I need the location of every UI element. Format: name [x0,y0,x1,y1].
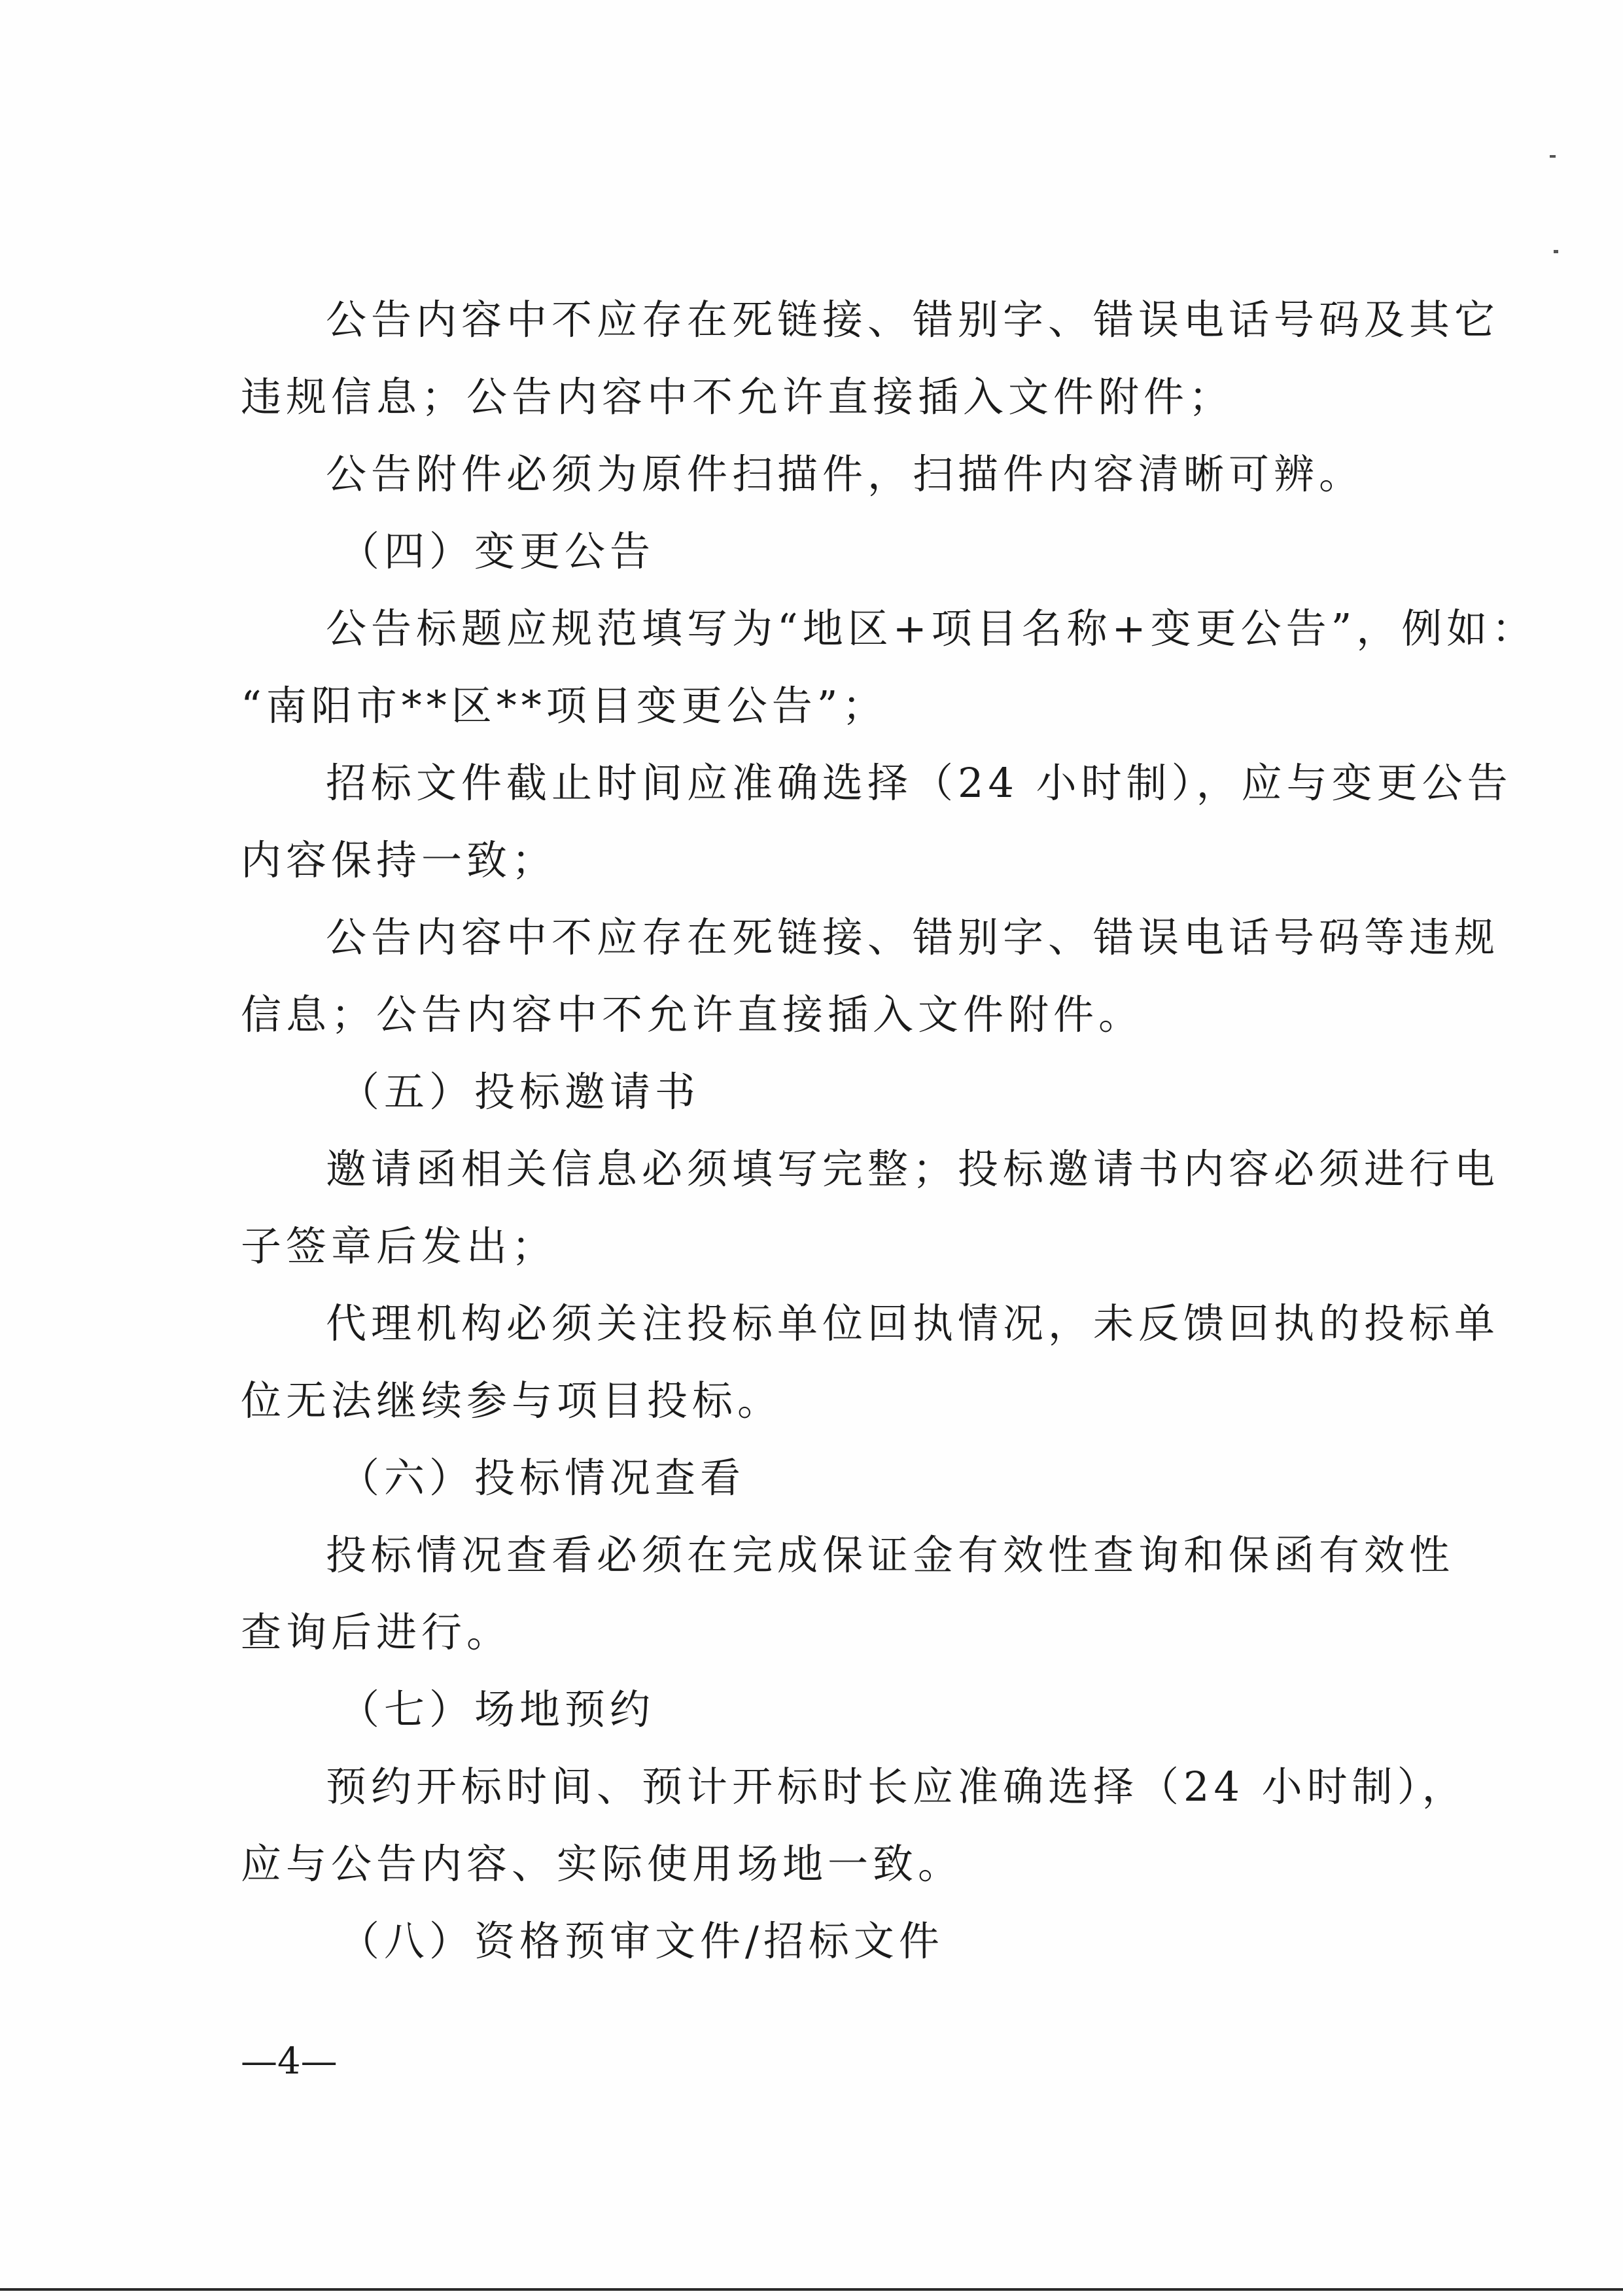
paragraph-line: 查询后进行。 [241,1608,512,1656]
paragraph-line: 邀请函相关信息必须填写完整；投标邀请书内容必须进行电 [326,1145,1500,1193]
page-number: —4— [241,2040,338,2083]
scan-edge-line [0,2288,1623,2291]
section-heading: （七）场地预约 [339,1686,655,1733]
paragraph-line: “南阳市**区**项目变更公告”； [241,682,888,730]
paragraph-line: 招标文件截止时间应准确选择（24 小时制），应与变更公告 [326,759,1512,807]
paragraph-line: 公告内容中不应存在死链接、错别字、错误电话号码等违规 [326,913,1500,961]
body-text [241,281,1537,1980]
section-heading: （五）投标邀请书 [339,1068,701,1116]
paragraph-line: 应与公告内容、实际使用场地一致。 [241,1840,964,1888]
paragraph-line: 代理机构必须关注投标单位回执情况，未反馈回执的投标单 [326,1299,1500,1347]
section-heading: （六）投标情况查看 [339,1454,746,1502]
scan-mark [1554,250,1558,253]
scan-mark [1550,155,1556,158]
section-heading: （八）资格预审文件/招标文件 [339,1917,944,1965]
paragraph-line: 子签章后发出； [241,1222,557,1270]
paragraph-line: 信息；公告内容中不允许直接插入文件附件。 [241,991,1144,1038]
section-heading: （四）变更公告 [339,527,655,575]
paragraph-line: 公告内容中不应存在死链接、错别字、错误电话号码及其它 [326,296,1500,344]
paragraph-line: 公告附件必须为原件扫描件，扫描件内容清晰可辨。 [326,450,1365,498]
paragraph-line: 内容保持一致； [241,836,557,884]
paragraph-line: 预约开标时间、预计开标时长应准确选择（24 小时制）， [326,1763,1467,1810]
paragraph-line: 投标情况查看必须在完成保证金有效性查询和保函有效性 [326,1531,1455,1579]
paragraph-line: 位无法继续参与项目投标。 [241,1377,783,1424]
paragraph-line: 违规信息；公告内容中不允许直接插入文件附件； [241,373,1234,421]
paragraph-line: 公告标题应规范填写为“地区+项目名称+变更公告”，例如： [326,605,1537,652]
